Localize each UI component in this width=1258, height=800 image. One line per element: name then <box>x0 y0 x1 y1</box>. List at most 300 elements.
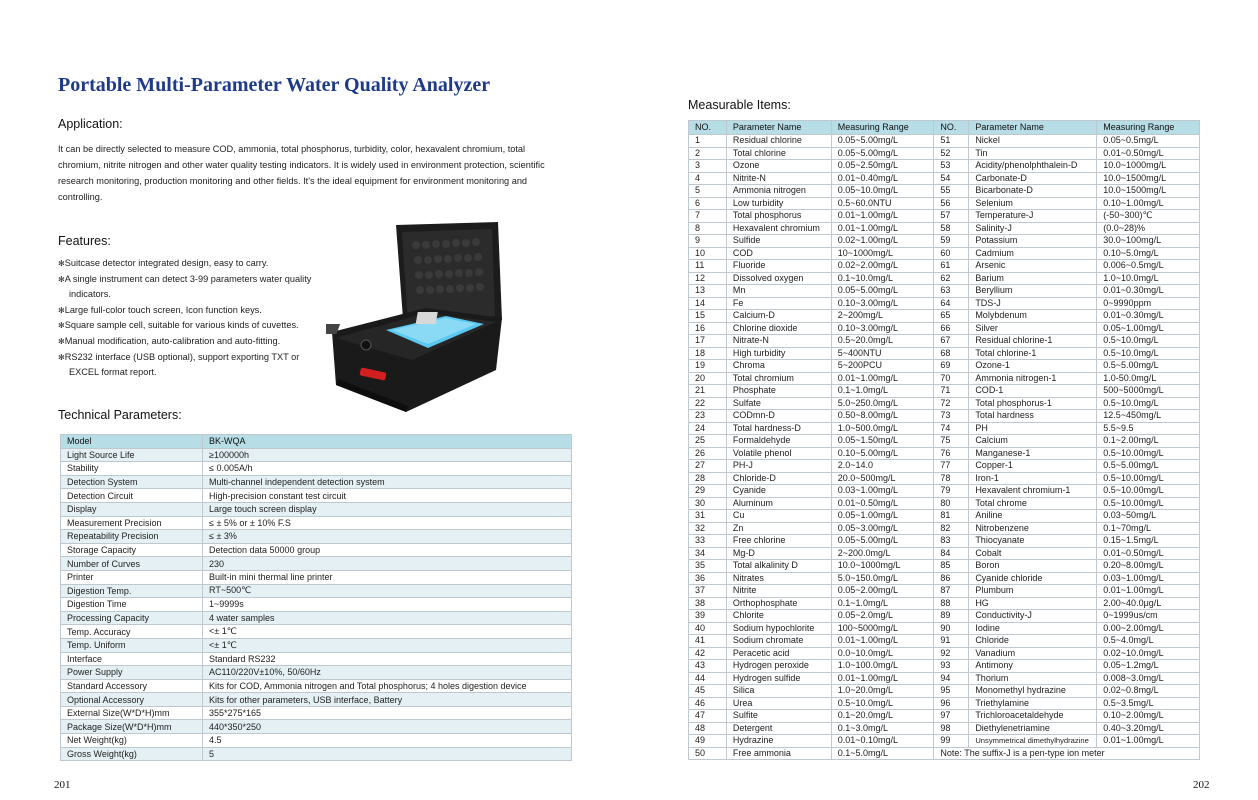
table-cell: 2.00~40.0μg/L <box>1097 597 1200 610</box>
parameter-value: <± 1℃ <box>203 638 572 652</box>
table-row <box>689 697 1200 710</box>
table-cell: Calcium <box>969 435 1097 448</box>
table-row <box>689 560 1200 573</box>
table-cell: Diethylenetriamine <box>969 722 1097 735</box>
table-cell: Residual chlorine-1 <box>969 335 1097 348</box>
table-cell: 75 <box>934 435 969 448</box>
table-cell: 43 <box>689 660 727 673</box>
table-cell: Hydrazine <box>726 735 831 748</box>
table-row <box>61 666 572 680</box>
table-cell: 0.02~2.00mg/L <box>831 260 934 273</box>
table-cell: 58 <box>934 222 969 235</box>
table-cell: Beryllium <box>969 285 1097 298</box>
table-cell: 0.03~50mg/L <box>1097 510 1200 523</box>
table-cell: 0.05~1.50mg/L <box>831 435 934 448</box>
table-row <box>61 530 572 544</box>
table-cell: Selenium <box>969 197 1097 210</box>
table-row <box>689 247 1200 260</box>
table-cell: 50 <box>689 747 727 760</box>
table-cell: Total chlorine <box>726 147 831 160</box>
table-row <box>61 693 572 707</box>
table-cell: 3 <box>689 160 727 173</box>
table-cell: Hexavalent chromium-1 <box>969 485 1097 498</box>
table-cell: 0.1~10.0mg/L <box>831 272 934 285</box>
table-cell: 25 <box>689 435 727 448</box>
table-cell: 44 <box>689 672 727 685</box>
table-cell: 21 <box>689 385 727 398</box>
feature-item: ✻ Manual modification, auto-calibration and auto-fitting. <box>58 334 328 350</box>
table-cell: 28 <box>689 472 727 485</box>
table-cell: Total hardness <box>969 410 1097 423</box>
table-row <box>689 260 1200 273</box>
table-cell: 60 <box>934 247 969 260</box>
table-row <box>61 448 572 462</box>
table-cell: 13 <box>689 285 727 298</box>
table-cell: 0.5~10.0mg/L <box>1097 347 1200 360</box>
table-cell: 1.0-50.0mg/L <box>1097 372 1200 385</box>
table-cell: 89 <box>934 610 969 623</box>
table-row <box>61 557 572 571</box>
table-cell: 0.10~3.00mg/L <box>831 297 934 310</box>
parameter-value: Kits for other parameters, USB interface, Battery <box>203 693 572 707</box>
parameter-label: Interface <box>61 652 203 666</box>
table-cell: 0.05~1.00mg/L <box>1097 322 1200 335</box>
table-cell: 0.10~2.00mg/L <box>1097 710 1200 723</box>
table-cell: 0.01~0.40mg/L <box>831 172 934 185</box>
table-cell: (-50~300)℃ <box>1097 210 1200 223</box>
table-row <box>61 475 572 489</box>
table-row <box>689 522 1200 535</box>
table-cell: Molybdenum <box>969 310 1097 323</box>
table-cell: Trichloroacetaldehyde <box>969 710 1097 723</box>
table-row <box>689 410 1200 423</box>
parameter-label: Repeatability Precision <box>61 530 203 544</box>
table-cell: Fluoride <box>726 260 831 273</box>
table-cell: Aluminum <box>726 497 831 510</box>
table-cell: Free chlorine <box>726 535 831 548</box>
measurable-items-table <box>688 120 1200 760</box>
table-cell: 0.01~0.30mg/L <box>1097 310 1200 323</box>
table-cell: Salinity-J <box>969 222 1097 235</box>
parameter-value: High-precision constant test circuit <box>203 489 572 503</box>
table-cell: Temperature-J <box>969 210 1097 223</box>
table-cell: 10~1000mg/L <box>831 247 934 260</box>
table-cell: Barium <box>969 272 1097 285</box>
parameter-label: Temp. Uniform <box>61 638 203 652</box>
table-cell: 41 <box>689 635 727 648</box>
parameter-label: Number of Curves <box>61 557 203 571</box>
table-cell: 62 <box>934 272 969 285</box>
table-cell: 0.5~5.00mg/L <box>1097 460 1200 473</box>
table-cell: 30 <box>689 497 727 510</box>
table-cell: Hexavalent chromium <box>726 222 831 235</box>
table-cell: 55 <box>934 185 969 198</box>
table-row <box>689 360 1200 373</box>
table-cell: 0.10~1.00mg/L <box>1097 197 1200 210</box>
table-header-row <box>61 435 572 449</box>
table-cell: High turbidity <box>726 347 831 360</box>
table-cell: 12.5~450mg/L <box>1097 410 1200 423</box>
table-row <box>689 710 1200 723</box>
table-cell: 1.0~100.0mg/L <box>831 660 934 673</box>
table-cell: Copper-1 <box>969 460 1097 473</box>
table-cell: 64 <box>934 297 969 310</box>
table-cell: Arsenic <box>969 260 1097 273</box>
table-row <box>689 185 1200 198</box>
table-row <box>689 347 1200 360</box>
table-row <box>61 502 572 516</box>
parameter-label: Display <box>61 502 203 516</box>
parameter-label: Standard Accessory <box>61 679 203 693</box>
table-cell: Silica <box>726 685 831 698</box>
parameter-value: Large touch screen display <box>203 502 572 516</box>
table-cell: Total chromium <box>726 372 831 385</box>
table-cell: 10.0~1500mg/L <box>1097 185 1200 198</box>
table-cell: Unsymmetrical dimethylhydrazine <box>969 735 1097 748</box>
table-cell: Iodine <box>969 622 1097 635</box>
table-cell: Volatile phenol <box>726 447 831 460</box>
table-cell: 10.0~1000mg/L <box>831 560 934 573</box>
table-cell: Silver <box>969 322 1097 335</box>
table-cell: 0.01~1.00mg/L <box>831 372 934 385</box>
table-cell: 0.5~10.00mg/L <box>1097 472 1200 485</box>
parameter-label: Stability <box>61 462 203 476</box>
table-cell: 0.1~5.0mg/L <box>831 747 934 760</box>
table-cell: 35 <box>689 560 727 573</box>
table-cell: 0.1~3.0mg/L <box>831 722 934 735</box>
table-cell: 0.50~8.00mg/L <box>831 410 934 423</box>
table-cell: 0.40~3.20mg/L <box>1097 722 1200 735</box>
parameter-label: Digestion Time <box>61 598 203 612</box>
page-number-left: 201 <box>54 779 71 791</box>
table-cell: 23 <box>689 410 727 423</box>
table-row <box>689 272 1200 285</box>
table-cell: 0.05~5.00mg/L <box>831 285 934 298</box>
table-cell: Total phosphorus-1 <box>969 397 1097 410</box>
table-row <box>689 647 1200 660</box>
table-cell: Triethylamine <box>969 697 1097 710</box>
table-cell: 0.05~3.00mg/L <box>831 522 934 535</box>
table-cell: 0.006~0.5mg/L <box>1097 260 1200 273</box>
table-row <box>689 472 1200 485</box>
table-cell: 0.01~1.00mg/L <box>1097 585 1200 598</box>
table-cell: 7 <box>689 210 727 223</box>
table-cell: 46 <box>689 697 727 710</box>
table-cell: 37 <box>689 585 727 598</box>
table-cell: 0.5~20.0mg/L <box>831 335 934 348</box>
table-cell: 79 <box>934 485 969 498</box>
table-cell: 0.02~1.00mg/L <box>831 235 934 248</box>
table-cell: 0.05~2.50mg/L <box>831 160 934 173</box>
parameter-label: Storage Capacity <box>61 543 203 557</box>
table-cell: 67 <box>934 335 969 348</box>
table-cell: 84 <box>934 547 969 560</box>
table-cell: Chlorite <box>726 610 831 623</box>
table-cell: Carbonate-D <box>969 172 1097 185</box>
parameter-label: Model <box>61 435 203 449</box>
parameter-label: Digestion Temp. <box>61 584 203 598</box>
table-cell: 0~1999us/cm <box>1097 610 1200 623</box>
table-cell: 500~5000mg/L <box>1097 385 1200 398</box>
table-cell: Zn <box>726 522 831 535</box>
parameter-value: RT~500℃ <box>203 584 572 598</box>
table-cell: 68 <box>934 347 969 360</box>
parameter-value: Kits for COD, Ammonia nitrogen and Total phosphorus; 4 holes digestion device <box>203 679 572 693</box>
table-cell: 10.0~1500mg/L <box>1097 172 1200 185</box>
table-cell: Total alkalinity D <box>726 560 831 573</box>
table-cell: 10 <box>689 247 727 260</box>
column-header: NO. <box>689 121 727 135</box>
table-cell: 0.1~1.0mg/L <box>831 385 934 398</box>
table-cell: Nickel <box>969 135 1097 148</box>
table-row <box>689 672 1200 685</box>
table-row <box>689 322 1200 335</box>
table-cell: 0.1~70mg/L <box>1097 522 1200 535</box>
table-cell: 51 <box>934 135 969 148</box>
table-cell: 98 <box>934 722 969 735</box>
table-cell: 0.01~1.00mg/L <box>1097 735 1200 748</box>
table-row <box>689 547 1200 560</box>
table-cell: 0.1~1.0mg/L <box>831 597 934 610</box>
table-cell: Chloride-D <box>726 472 831 485</box>
parameter-label: Processing Capacity <box>61 611 203 625</box>
table-cell: 0.03~1.00mg/L <box>1097 572 1200 585</box>
table-cell: Sodium chromate <box>726 635 831 648</box>
table-cell: 0.01~0.50mg/L <box>1097 547 1200 560</box>
parameter-value: Multi-channel independent detection system <box>203 475 572 489</box>
table-row <box>689 485 1200 498</box>
table-row <box>689 210 1200 223</box>
technical-parameters-table <box>60 434 572 761</box>
parameter-value: 355*275*165 <box>203 706 572 720</box>
table-row <box>689 622 1200 635</box>
table-cell: 71 <box>934 385 969 398</box>
table-cell: 0.01~0.50mg/L <box>831 497 934 510</box>
column-header: NO. <box>934 121 969 135</box>
measurable-heading: Measurable Items: <box>688 98 791 112</box>
table-row <box>689 285 1200 298</box>
table-row <box>61 611 572 625</box>
table-cell: Ammonia nitrogen-1 <box>969 372 1097 385</box>
table-cell: 0.10~3.00mg/L <box>831 322 934 335</box>
table-cell: Mg-D <box>726 547 831 560</box>
parameter-value: ≥100000h <box>203 448 572 462</box>
table-cell: 49 <box>689 735 727 748</box>
table-cell: 34 <box>689 547 727 560</box>
table-cell: 0.05~5.00mg/L <box>831 135 934 148</box>
table-cell: 0.05~5.00mg/L <box>831 147 934 160</box>
table-cell: 53 <box>934 160 969 173</box>
parameter-value: 4.5 <box>203 734 572 748</box>
parameter-value: ≤ ± 3% <box>203 530 572 544</box>
table-cell: Aniline <box>969 510 1097 523</box>
table-cell: 0~9990ppm <box>1097 297 1200 310</box>
features-heading: Features: <box>58 234 111 248</box>
parameter-value: 1~9999s <box>203 598 572 612</box>
page-number-right: 202 <box>1193 779 1210 791</box>
table-cell: 57 <box>934 210 969 223</box>
parameter-value: 4 water samples <box>203 611 572 625</box>
table-cell: Potassium <box>969 235 1097 248</box>
table-cell: 74 <box>934 422 969 435</box>
table-row <box>61 652 572 666</box>
table-cell: Cadmium <box>969 247 1097 260</box>
table-row <box>689 297 1200 310</box>
table-cell: 82 <box>934 522 969 535</box>
table-cell: CODmn-D <box>726 410 831 423</box>
table-row <box>689 747 1200 760</box>
table-cell: Hydrogen sulfide <box>726 672 831 685</box>
table-cell: Chroma <box>726 360 831 373</box>
table-cell: 24 <box>689 422 727 435</box>
table-cell: 29 <box>689 485 727 498</box>
table-row <box>689 160 1200 173</box>
table-cell: 99 <box>934 735 969 748</box>
table-cell: 0.5~10.0mg/L <box>1097 397 1200 410</box>
table-cell: 76 <box>934 447 969 460</box>
table-row <box>689 635 1200 648</box>
table-cell: 80 <box>934 497 969 510</box>
table-cell: Nitrite-N <box>726 172 831 185</box>
table-cell: Peracetic acid <box>726 647 831 660</box>
table-cell: Chlorine dioxide <box>726 322 831 335</box>
table-row <box>61 625 572 639</box>
table-row <box>61 679 572 693</box>
table-cell: Nitrates <box>726 572 831 585</box>
table-row <box>61 584 572 598</box>
table-cell: Bicarbonate-D <box>969 185 1097 198</box>
table-cell: 88 <box>934 597 969 610</box>
table-cell: Nitrate-N <box>726 335 831 348</box>
table-cell: 17 <box>689 335 727 348</box>
table-row <box>689 172 1200 185</box>
table-cell: 0.05~2.0mg/L <box>831 610 934 623</box>
table-cell: Detergent <box>726 722 831 735</box>
table-cell: 5~400NTU <box>831 347 934 360</box>
table-cell: Total chlorine-1 <box>969 347 1097 360</box>
parameter-value: ≤ 0.005A/h <box>203 462 572 476</box>
table-cell: 73 <box>934 410 969 423</box>
table-row <box>689 535 1200 548</box>
table-cell: 39 <box>689 610 727 623</box>
table-cell: 2~200.0mg/L <box>831 547 934 560</box>
table-row <box>689 235 1200 248</box>
table-cell: 0.5~10.00mg/L <box>1097 485 1200 498</box>
table-cell: 1.0~20.0mg/L <box>831 685 934 698</box>
table-row <box>61 543 572 557</box>
table-cell: Mn <box>726 285 831 298</box>
table-cell: 5.5~9.5 <box>1097 422 1200 435</box>
table-row <box>689 222 1200 235</box>
table-cell: PH <box>969 422 1097 435</box>
column-header: Parameter Name <box>969 121 1097 135</box>
table-cell: Iron-1 <box>969 472 1097 485</box>
table-cell: 18 <box>689 347 727 360</box>
table-cell: 0.05~10.0mg/L <box>831 185 934 198</box>
table-row <box>689 497 1200 510</box>
table-cell: 10.0~1000mg/L <box>1097 160 1200 173</box>
parameter-value: Built-in mini thermal line printer <box>203 570 572 584</box>
table-cell: 0.5~10.00mg/L <box>1097 447 1200 460</box>
table-row <box>689 385 1200 398</box>
table-cell: Sulfite <box>726 710 831 723</box>
table-cell: Tin <box>969 147 1097 160</box>
table-cell: 0.20~8.00mg/L <box>1097 560 1200 573</box>
table-cell: 22 <box>689 397 727 410</box>
table-row <box>689 310 1200 323</box>
table-row <box>689 610 1200 623</box>
parameter-label: Printer <box>61 570 203 584</box>
table-cell: 0.01~0.50mg/L <box>1097 147 1200 160</box>
table-cell: 0.1~2.00mg/L <box>1097 435 1200 448</box>
table-row <box>689 435 1200 448</box>
table-cell: 1.0~500.0mg/L <box>831 422 934 435</box>
table-cell: HG <box>969 597 1097 610</box>
table-cell: Phosphate <box>726 385 831 398</box>
table-cell: 0.5~10.0mg/L <box>831 697 934 710</box>
table-cell: Cu <box>726 510 831 523</box>
parameter-value: BK-WQA <box>203 435 572 449</box>
table-cell: 96 <box>934 697 969 710</box>
table-cell: Dissolved oxygen <box>726 272 831 285</box>
table-row <box>689 422 1200 435</box>
table-cell: 97 <box>934 710 969 723</box>
table-cell: 0.5~5.00mg/L <box>1097 360 1200 373</box>
table-cell: COD-1 <box>969 385 1097 398</box>
table-cell: 78 <box>934 472 969 485</box>
table-cell: Free ammonia <box>726 747 831 760</box>
parameter-value: 5 <box>203 747 572 761</box>
table-cell: 0.10~5.00mg/L <box>831 447 934 460</box>
table-cell: 59 <box>934 235 969 248</box>
table-cell: Vanadium <box>969 647 1097 660</box>
table-row <box>689 572 1200 585</box>
parameter-label: Detection System <box>61 475 203 489</box>
table-cell: Sulfate <box>726 397 831 410</box>
table-cell: 0.5~3.5mg/L <box>1097 697 1200 710</box>
table-cell: Boron <box>969 560 1097 573</box>
feature-item: ✻ RS232 interface (USB optional), support exporting TXT or EXCEL format report. <box>58 350 328 381</box>
table-cell: 0.10~5.0mg/L <box>1097 247 1200 260</box>
parameter-value: 440*350*250 <box>203 720 572 734</box>
table-cell: Monomethyl hydrazine <box>969 685 1097 698</box>
table-cell: 61 <box>934 260 969 273</box>
table-cell: 63 <box>934 285 969 298</box>
table-cell: 52 <box>934 147 969 160</box>
table-cell: 0.00~2.00mg/L <box>1097 622 1200 635</box>
table-cell: 42 <box>689 647 727 660</box>
table-cell: 0.01~1.00mg/L <box>831 672 934 685</box>
table-cell: 0.5~10.0mg/L <box>1097 335 1200 348</box>
table-cell: Nitrobenzene <box>969 522 1097 535</box>
table-cell: 0.01~0.10mg/L <box>831 735 934 748</box>
parameter-label: Net Weight(kg) <box>61 734 203 748</box>
table-cell: 19 <box>689 360 727 373</box>
table-row <box>689 660 1200 673</box>
table-cell: 30.0~100mg/L <box>1097 235 1200 248</box>
parameter-value: 230 <box>203 557 572 571</box>
table-cell: 54 <box>934 172 969 185</box>
table-cell: 5.0~250.0mg/L <box>831 397 934 410</box>
table-header-row <box>689 121 1200 135</box>
parameter-value: Standard RS232 <box>203 652 572 666</box>
table-cell: 15 <box>689 310 727 323</box>
table-cell: Formaldehyde <box>726 435 831 448</box>
table-cell: Low turbidity <box>726 197 831 210</box>
table-row <box>61 706 572 720</box>
table-cell: 32 <box>689 522 727 535</box>
feature-item: ✻ A single instrument can detect 3-99 parameters water quality indicators. <box>58 272 328 303</box>
